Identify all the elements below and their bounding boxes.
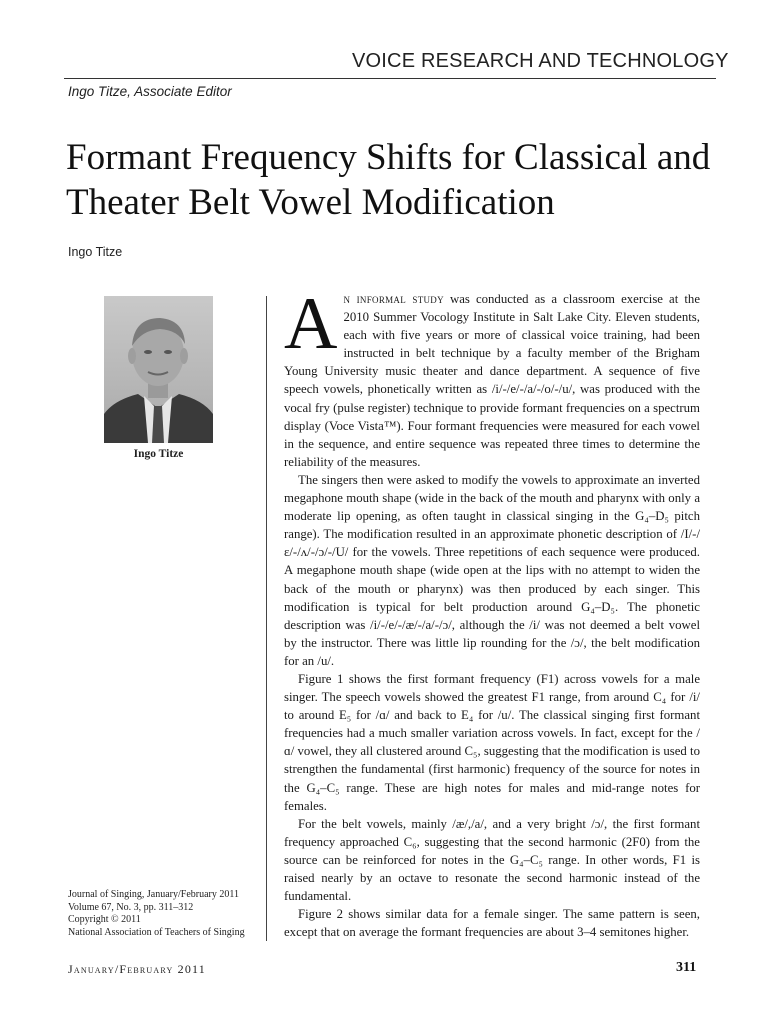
citation-volume: Volume 67, No. 3, pp. 311–312 [68,901,194,913]
paragraph-4: For the belt vowels, mainly /æ/,/a/, and a very bright /ɔ/, the first formant frequency approached C₆, suggesting that the second harmonic (2F0) from the source can be reinforced for notes in the G₄–C₅ range. In other words, F1 is raised nearly by an octave to resonate the second harmonic instead of the fundamental. [284,816,700,904]
article-author: Ingo Titze [68,245,123,259]
paragraph-1-text: was conducted as a classroom exercise at the 2010 Summer Vocology Institute in Salt Lake City. Eleven students, each with five years or more of classical voice training, had been instructed in belt technique by a faculty member of the Brigham Young University music theater and dance department. A sequence of five speech vowels, phonetically written as /i/-/e/-/a/-/o/-/u/, was produced with the vocal fry (pulse register) technique to provide formant frequencies on a spectrum display (Voce Vista™). Four formant frequencies were measured for each vowel in the sequence, and entire sequence was repeated three times to determine the reliability of the measures. [284,292,700,469]
author-photo [104,296,213,443]
author-portrait-image [104,296,213,443]
photo-caption: Ingo Titze [133,448,184,460]
article-title: Formant Frequency Shifts for Classical and Theater Belt Vowel Modification [66,137,711,223]
citation-copyright: Copyright © 2011 [68,914,141,925]
page-number: 311 [676,960,697,975]
header-rule [64,78,716,79]
paragraph-1 [284,283,700,471]
column-divider [266,296,267,941]
section-heading: VOICE RESEARCH AND TECHNOLOGY [352,50,729,72]
citation-publisher: National Association of Teachers of Singing [68,926,245,938]
associate-editor-line: Ingo Titze, Associate Editor [68,84,232,99]
paragraph-2: The singers then were asked to modify the vowels to approximate an inverted megaphone mouth shape (wide in the back of the mouth and pharynx with only a moderate lip opening, as often taught in classical singing in the G₄–D₅ pitch range). The modification resulted in an approximate phonetic description of /I/-/ɛ/-/ʌ/-/ɔ/-/U/ for the vowels. Three repetitions of each sequence were produced. A megaphone mouth shape (wide open at the lips with no attempt to widen the back of the mouth or pharynx) was then produced by each singer. This modification is typical for belt production around G₄–D₅. The phonetic description was /i/-/e/-/æ/-/a/-/ɔ/, although the /i/ was not deemed a belt vowel by the instructor. There was little lip rounding for the /ɔ/, the belt modification for an /u/. [284,472,700,668]
drop-cap: A [284,283,338,365]
article-body [284,283,700,941]
footer-issue: January/February 2011 [68,962,206,976]
paragraph-5: Figure 2 shows similar data for a female singer. The same pattern is seen, except that on average the formant frequencies are about 3–4 semitones higher. [284,907,700,940]
citation-block [68,889,258,939]
lead-in-text: n informal study [343,292,444,306]
paragraph-3: Figure 1 shows the first formant frequency (F1) across vowels for a male singer. The speech vowels showed the greatest F1 range, from around C₄ for /i/ to around E₅ for /ɑ/ and back to E₄ for /u/. The classical singing first formant frequencies had a much smaller variation across vowels. In fact, except for the /ɑ/ vowel, they all clustered around C₅, suggesting that the modification is used to strengthen the fundamental (first harmonic) frequency of the source for notes in the G₄–C₅ range. These are high notes for males and mid-range notes for females. [284,671,700,813]
citation-journal: Journal of Singing, January/February 2011 [68,889,239,900]
